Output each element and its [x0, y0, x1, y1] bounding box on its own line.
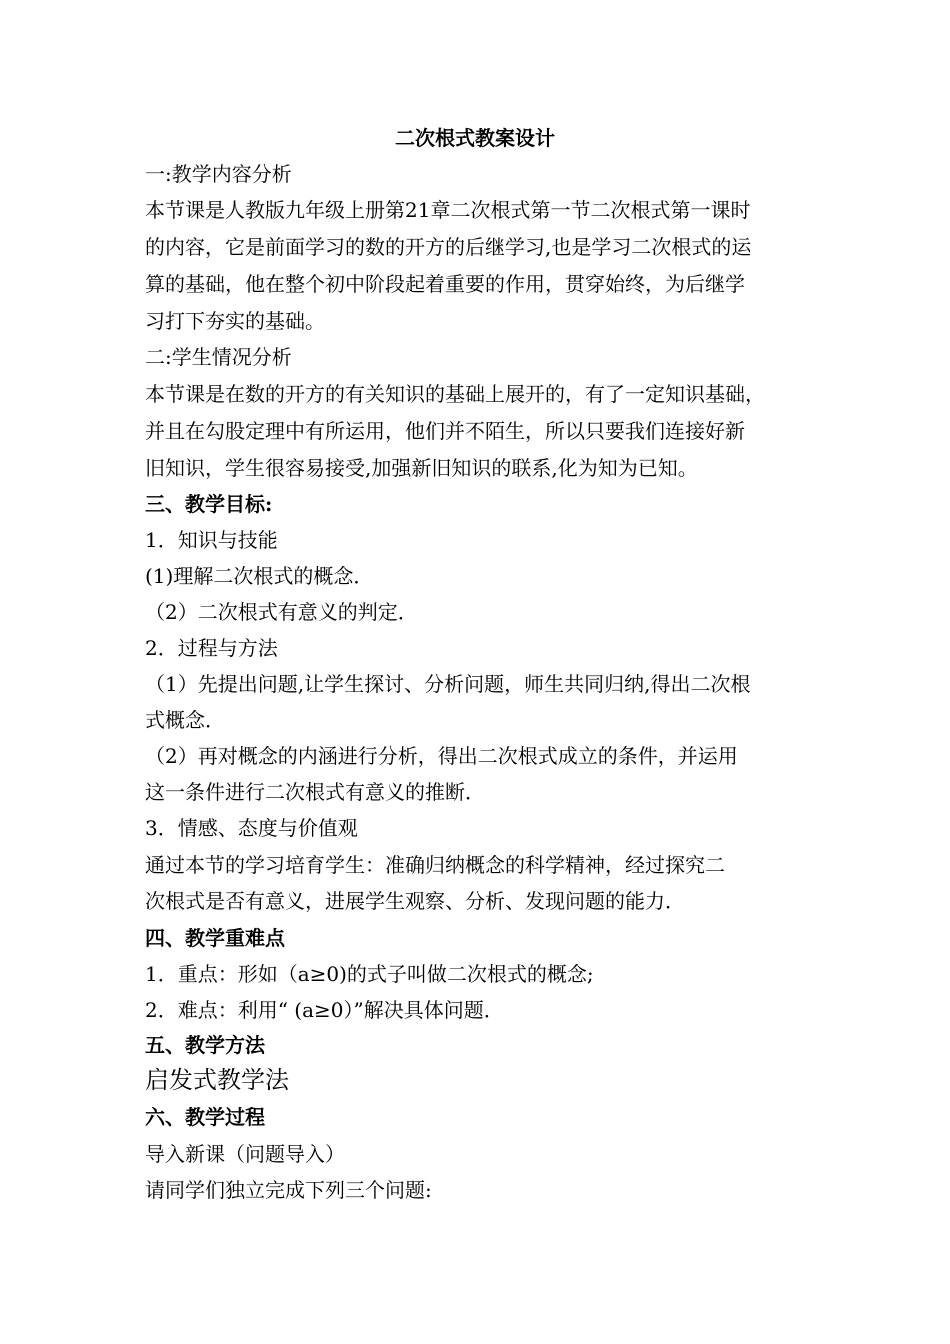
list-item: （2）二次根式有意义的判定． — [145, 600, 418, 624]
section-heading-objectives: 三、教学目标: — [145, 492, 273, 516]
section-heading-content-analysis: 一:教学内容分析 — [145, 162, 292, 186]
section-heading-method: 五、教学方法 — [145, 1033, 265, 1057]
list-item: 1．重点：形如（a≥0)的式子叫做二次根式的概念; — [145, 962, 594, 986]
section-heading-process: 六、教学过程 — [145, 1105, 265, 1129]
subheading-attitude: 3．情感、态度与价值观 — [145, 816, 358, 840]
section-heading-student-analysis: 二:学生情况分析 — [145, 345, 292, 369]
paragraph-line: 习打下夯实的基础。 — [145, 309, 325, 333]
paragraph-line: 导入新课（问题导入） — [145, 1142, 345, 1166]
method-text: 启发式教学法 — [145, 1066, 289, 1094]
list-item: (1)理解二次根式的概念． — [145, 564, 374, 588]
paragraph-line: 算的基础，他在整个初中阶段起着重要的作用，贯穿始终，为后继学 — [145, 272, 745, 296]
paragraph-line: 次根式是否有意义，进展学生观察、分析、发现问题的能力． — [145, 889, 685, 913]
document-title: 二次根式教案设计 — [395, 126, 555, 150]
list-item: 2．难点：利用“ (a≥0）”解决具体问题． — [145, 998, 504, 1022]
section-heading-key-points: 四、教学重难点 — [145, 926, 285, 950]
paragraph-line: 本节课是在数的开方的有关知识的基础上展开的，有了一定知识基础， — [145, 382, 765, 406]
paragraph-line: 并且在勾股定理中有所运用，他们并不陌生，所以只要我们连接好新 — [145, 419, 745, 443]
subheading-knowledge: 1．知识与技能 — [145, 528, 278, 552]
list-item: （1）先提出问题,让学生探讨、分析问题，师生共同归纳,得出二次根 — [145, 672, 751, 696]
paragraph-line: 旧知识，学生很容易接受,加强新旧知识的联系,化为知为已知。 — [145, 456, 698, 480]
subheading-process: 2．过程与方法 — [145, 636, 278, 660]
paragraph-line: 式概念． — [145, 708, 225, 732]
paragraph-line: 本节课是人教版九年级上册第21章二次根式第一节二次根式第一课时 — [145, 198, 751, 222]
paragraph-line: 请同学们独立完成下列三个问题: — [145, 1178, 432, 1202]
list-item: （2）再对概念的内涵进行分析，得出二次根式成立的条件，并运用 — [145, 744, 738, 768]
paragraph-line: 这一条件进行二次根式有意义的推断． — [145, 780, 485, 804]
paragraph-line: 的内容，它是前面学习的数的开方的后继学习,也是学习二次根式的运 — [145, 235, 752, 259]
paragraph-line: 通过本节的学习培育学生：准确归纳概念的科学精神，经过探究二 — [145, 853, 725, 877]
